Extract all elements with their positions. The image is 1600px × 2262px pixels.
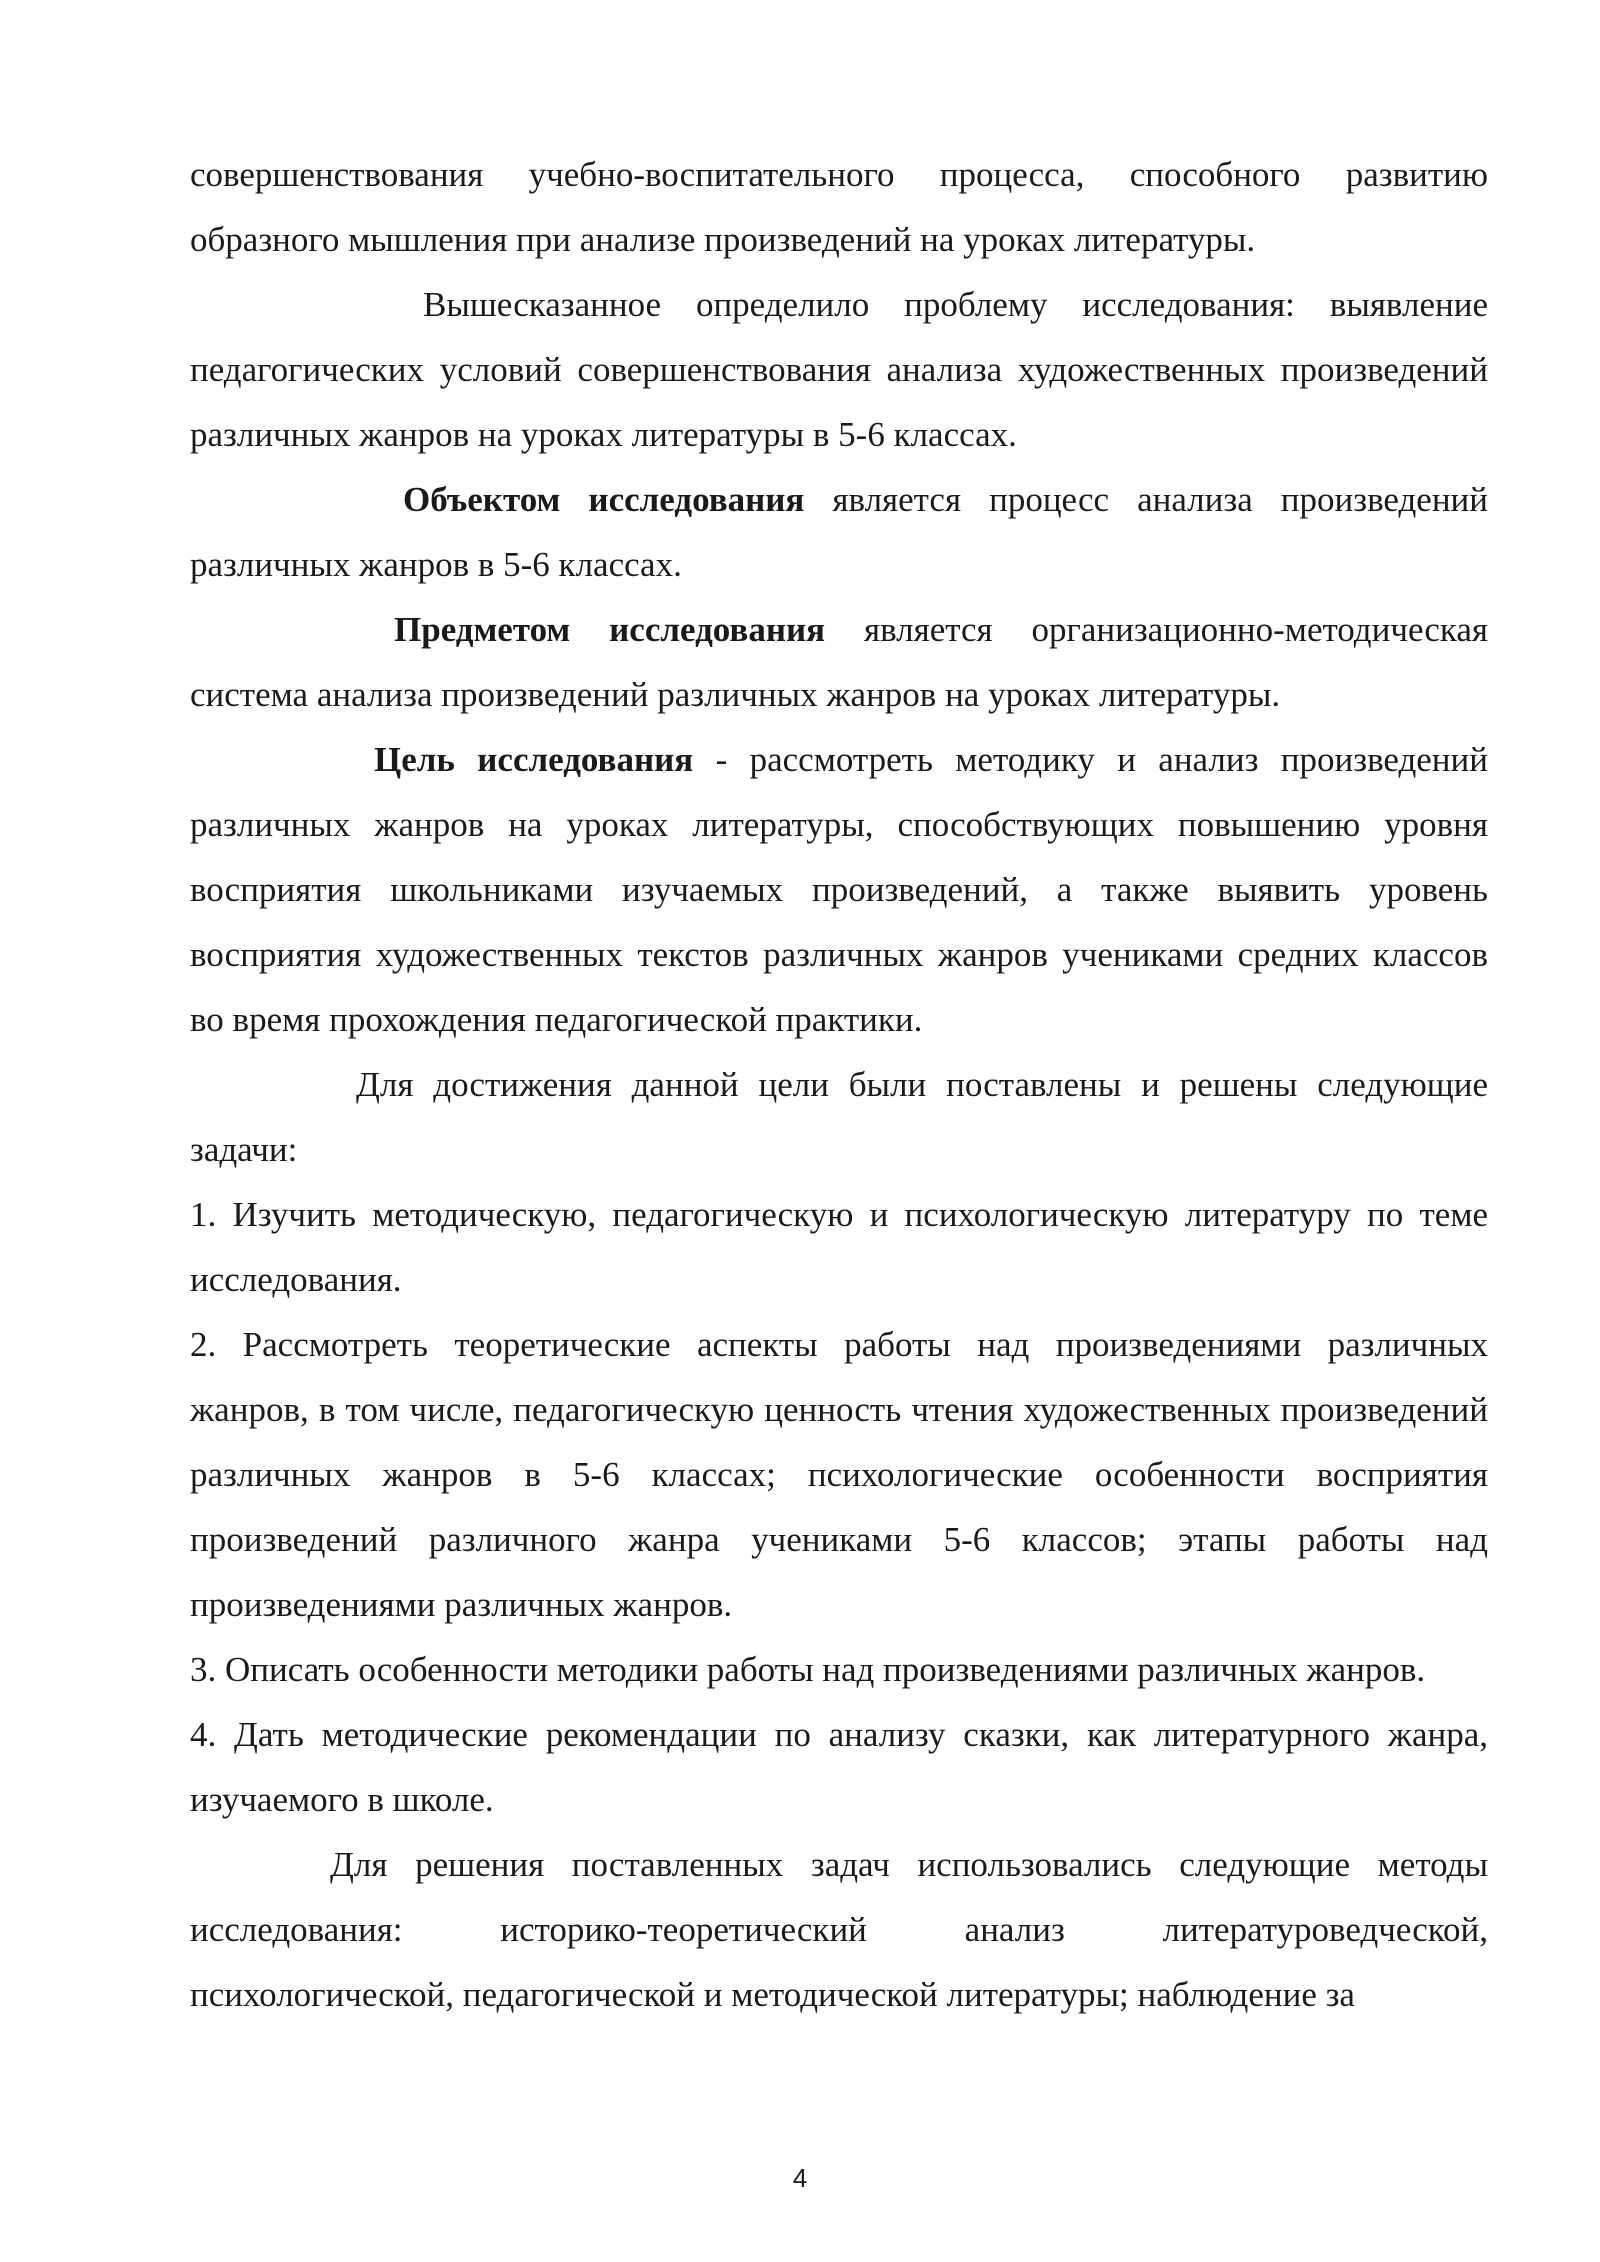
paragraph-object: [190, 467, 1488, 597]
goal-heading: Цель исследования: [374, 740, 694, 779]
subject-text: является организационно-методическая система анализа произведений различных жанров на уроках литературы.: [190, 610, 1488, 714]
paragraph-goal: [190, 727, 1488, 1052]
task-item-4: 4. Дать методические рекомендации по анализу сказки, как литературного жанра, изучаемого в школе.: [190, 1715, 1488, 1819]
task-item-3: 3. Описать особенности методики работы над произведениями различных жанров.: [190, 1650, 1426, 1689]
paragraph-intro: совершенствования учебно-воспитательного процесса, способного развитию образного мышления при анализе произведений на уроках литературы.: [190, 155, 1488, 259]
document-body: [190, 142, 1488, 2027]
paragraph-tasks-intro: Для достижения данной цели были поставлены и решены следующие задачи:: [190, 1065, 1488, 1169]
subject-heading: Предметом исследования: [394, 610, 826, 649]
task-item-1: 1. Изучить методическую, педагогическую и психологическую литературу по теме исследования.: [190, 1195, 1488, 1299]
object-text: является процесс анализа произведений различных жанров в 5-6 классах.: [190, 480, 1489, 584]
paragraph-problem: Вышесказанное определило проблему исследования: выявление педагогических условий совершенствования анализа художественных произведений различных жанров на уроках литературы в 5-6 классах.: [190, 285, 1488, 454]
paragraph-methods: Для решения поставленных задач использовались следующие методы исследования: историко-теоретический анализ литературоведческой, психологической, педагогической и методической литературы; наблюдение за: [190, 1845, 1488, 2014]
goal-text: - рассмотреть методику и анализ произведений различных жанров на уроках литературы, способствующих повышению уровня восприятия школьниками изучаемых произведений, а также выявить уровень восприятия художественных текстов различных жанров учениками средних классов во время прохождения педагогической практики.: [190, 740, 1488, 1039]
paragraph-subject: [190, 597, 1488, 727]
object-heading: Объектом исследования: [403, 480, 805, 519]
page-number: 4: [792, 2163, 808, 2193]
task-item-2: 2. Рассмотреть теоретические аспекты работы над произведениями различных жанров, в том числе, педагогическую ценность чтения художественных произведений различных жанров в 5-6 классах; психологические особенности восприятия произведений различного жанра учениками 5-6 классов; этапы работы над произведениями различных жанров.: [190, 1325, 1488, 1624]
